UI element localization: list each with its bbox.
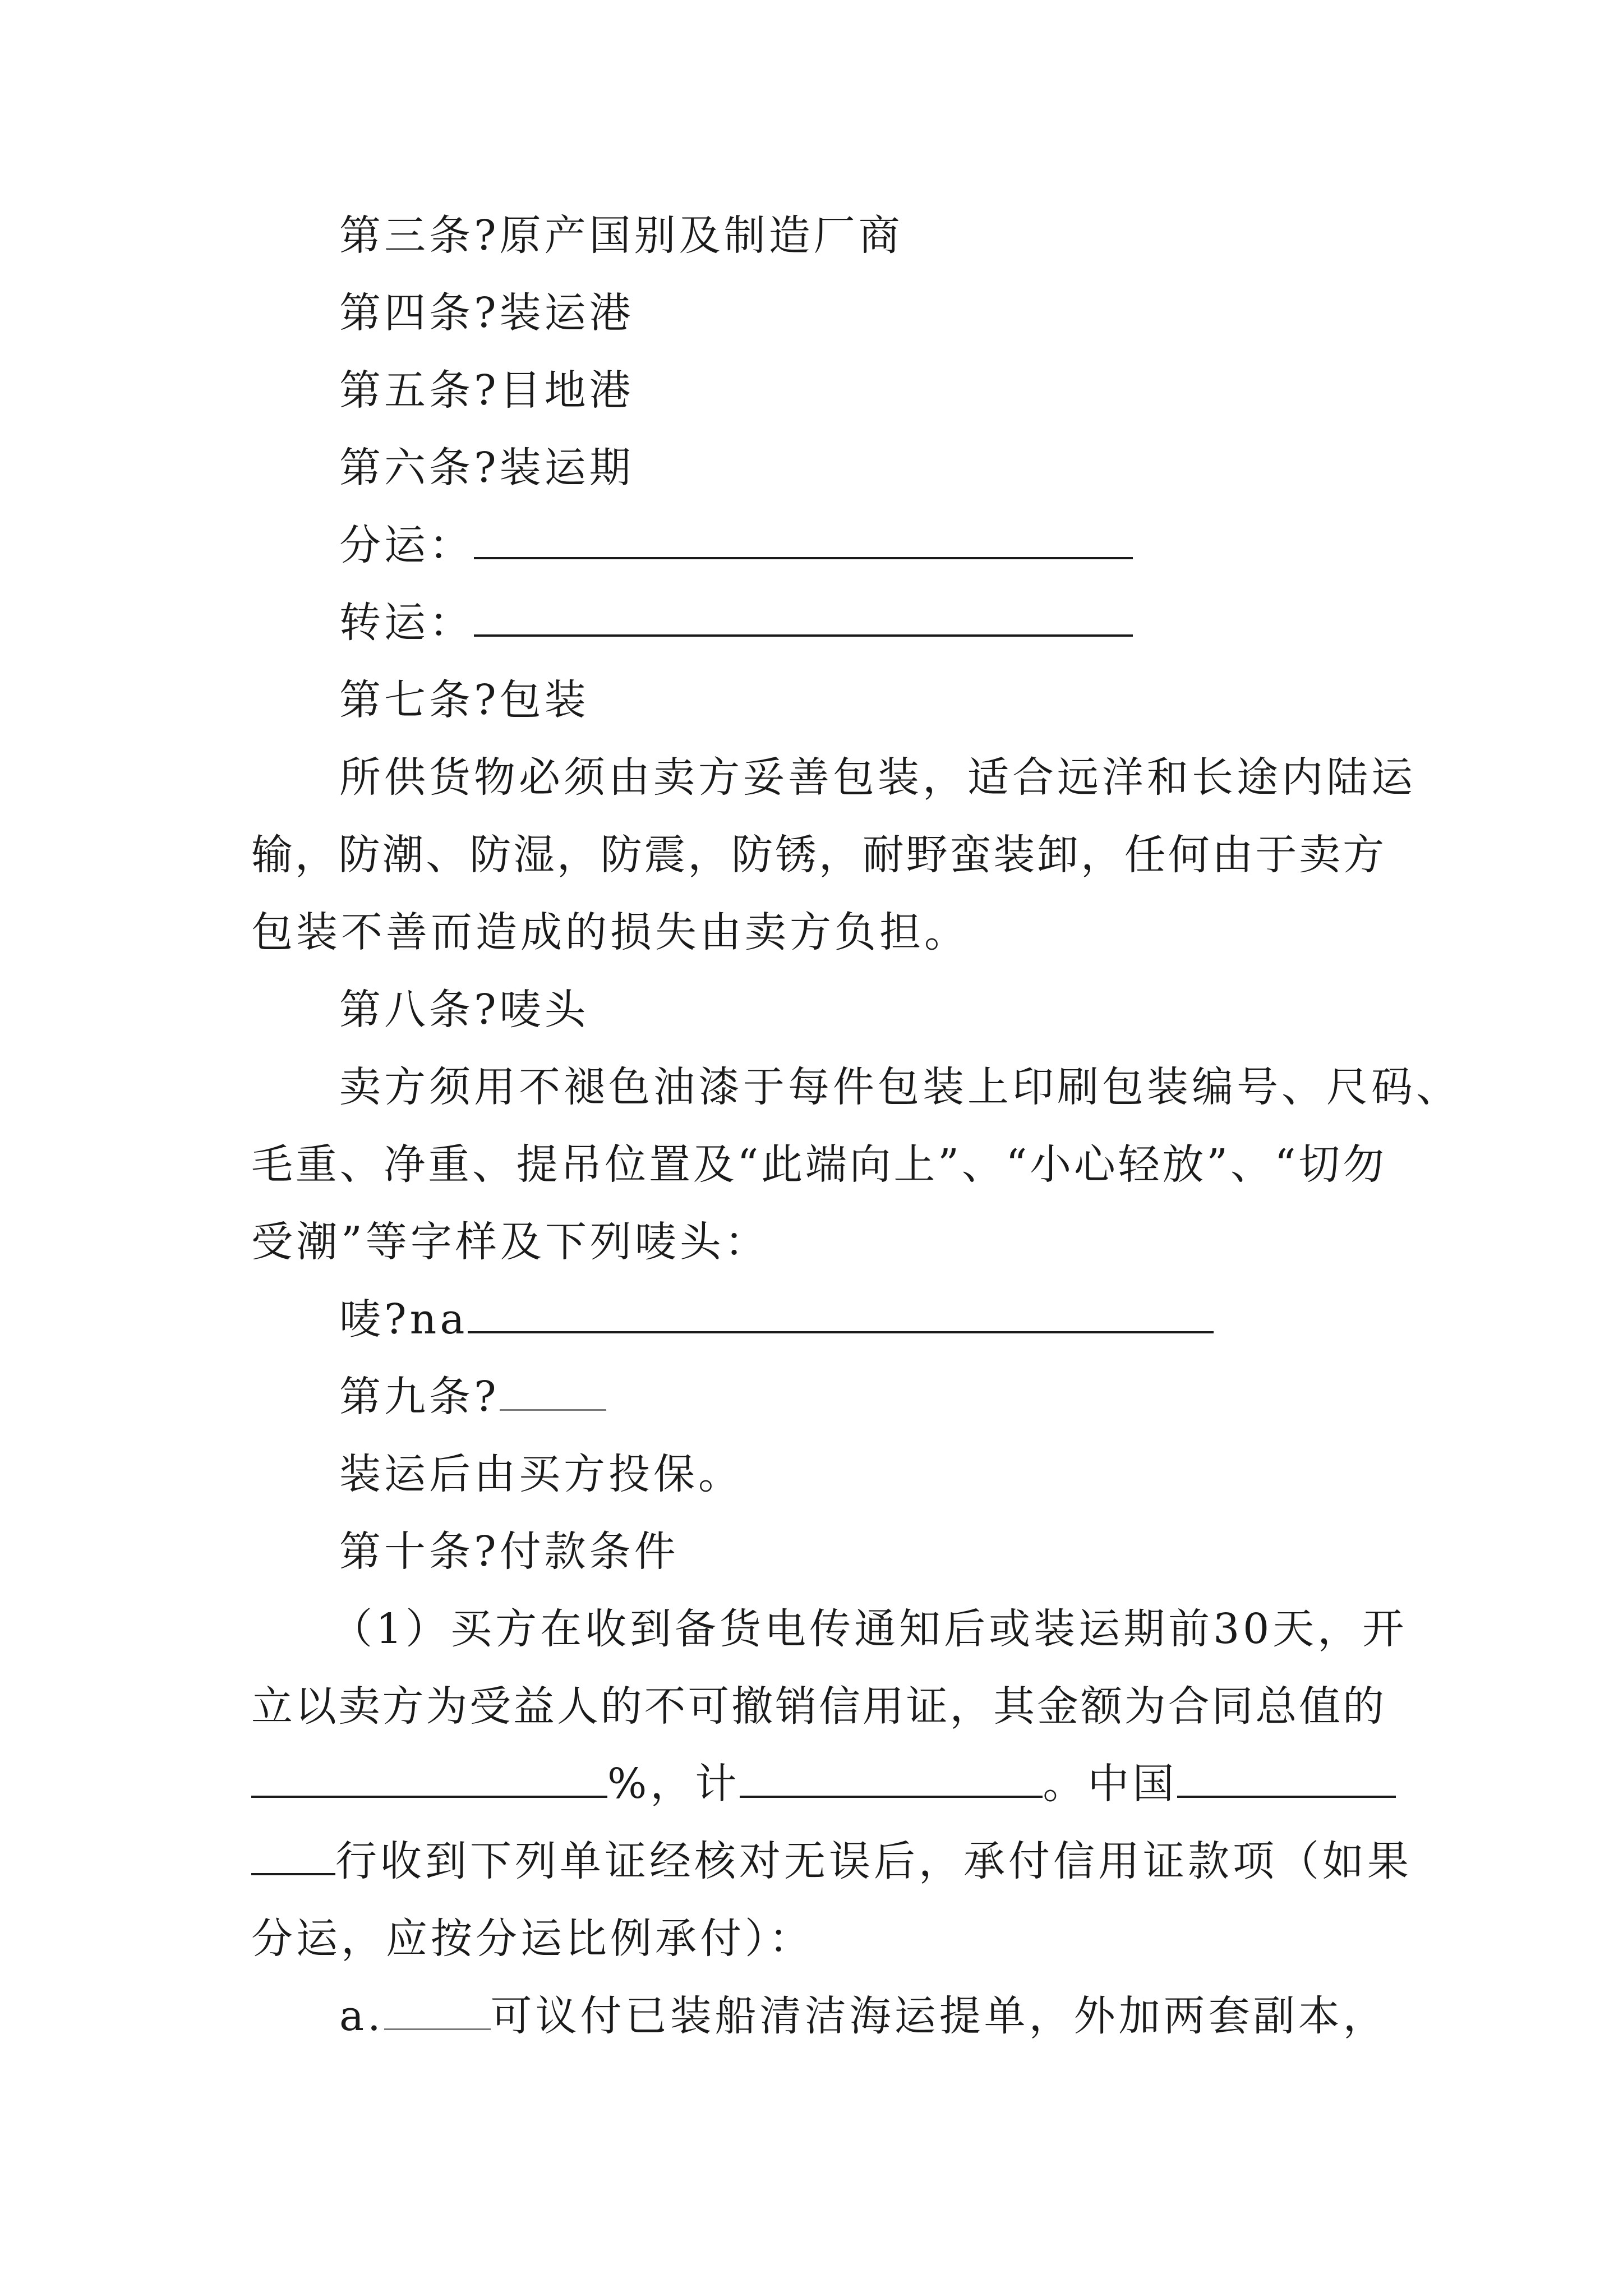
article-3-heading: 第三条?原产国别及制造厂商: [339, 211, 903, 260]
packing-paragraph-line-1: 所供货物必须由卖方妥善包装，适合远洋和长途内陆运: [339, 753, 1416, 802]
transshipment-label: 转运：: [339, 599, 474, 647]
item-a-prefix: a.: [339, 1992, 384, 2040]
payment-paragraph-line-5: 分运，应按分运比例承付）：: [251, 1915, 814, 1963]
payment-paragraph-line-4: [251, 1833, 1412, 1889]
article-7-heading: 第七条?包装: [339, 676, 589, 724]
article-9-line: [339, 1369, 606, 1425]
payment-paragraph-line-2: 立以卖方为受益人的不可撤销信用证，其金额为合同总值的: [251, 1682, 1384, 1731]
shipping-mark-label: 唛?na: [339, 1295, 468, 1343]
partial-shipment-label: 分运：: [339, 521, 474, 569]
payment-paragraph-line-4-text: 行收到下列单证经核对无误后，承付信用证款项（如果: [335, 1837, 1412, 1885]
article-4-heading: 第四条?装运港: [339, 289, 634, 337]
shipping-mark-blank[interactable]: [468, 1292, 1214, 1333]
packing-paragraph-line-3: 包装不善而造成的损失由卖方负担。: [251, 908, 969, 956]
payment-bank-text: 。中国: [1043, 1760, 1178, 1808]
marks-paragraph-line-3: 受潮”等字样及下列唛头：: [251, 1218, 769, 1266]
packing-paragraph-line-2: 输，防潮、防湿，防震，防锈，耐野蛮装卸，任何由于卖方: [251, 831, 1384, 879]
payment-paragraph-line-1: （1）买方在收到备货电传通知后或装运期前30天，开: [331, 1605, 1408, 1653]
document-item-a: [339, 1988, 1388, 2044]
partial-shipment-blank[interactable]: [474, 518, 1133, 559]
article-6-heading: 第六条?装运期: [339, 444, 634, 492]
payment-percentage-text: %，计: [607, 1760, 740, 1808]
article-5-heading: 第五条?目地港: [339, 366, 634, 415]
transshipment-blank[interactable]: [474, 595, 1133, 637]
item-a-text: 可议付已装船清洁海运提单，外加两套副本，: [490, 1992, 1388, 2040]
item-a-blank[interactable]: [384, 1988, 491, 2030]
payment-paragraph-line-3: [251, 1756, 1396, 1812]
payment-percentage-blank[interactable]: [251, 1756, 607, 1798]
payment-bank-blank-continued[interactable]: [251, 1834, 335, 1875]
marks-paragraph-line-2: 毛重、净重、提吊位置及“此端向上”、“小心轻放”、“切勿: [251, 1140, 1384, 1189]
article-9-heading: 第九条?: [339, 1373, 500, 1421]
transshipment-line: [339, 595, 1133, 651]
payment-amount-blank[interactable]: [740, 1756, 1043, 1798]
partial-shipment-line: [339, 517, 1133, 573]
article-8-heading: 第八条?唛头: [339, 986, 589, 1034]
article-9-blank[interactable]: [500, 1369, 606, 1411]
marks-paragraph-line-1: 卖方须用不褪色油漆于每件包装上印刷包装编号、尺码、: [339, 1063, 1461, 1111]
shipping-mark-line: [339, 1291, 1214, 1347]
article-10-heading: 第十条?付款条件: [339, 1527, 679, 1576]
insurance-text: 装运后由买方投保。: [339, 1450, 743, 1498]
payment-bank-blank[interactable]: [1177, 1756, 1396, 1798]
